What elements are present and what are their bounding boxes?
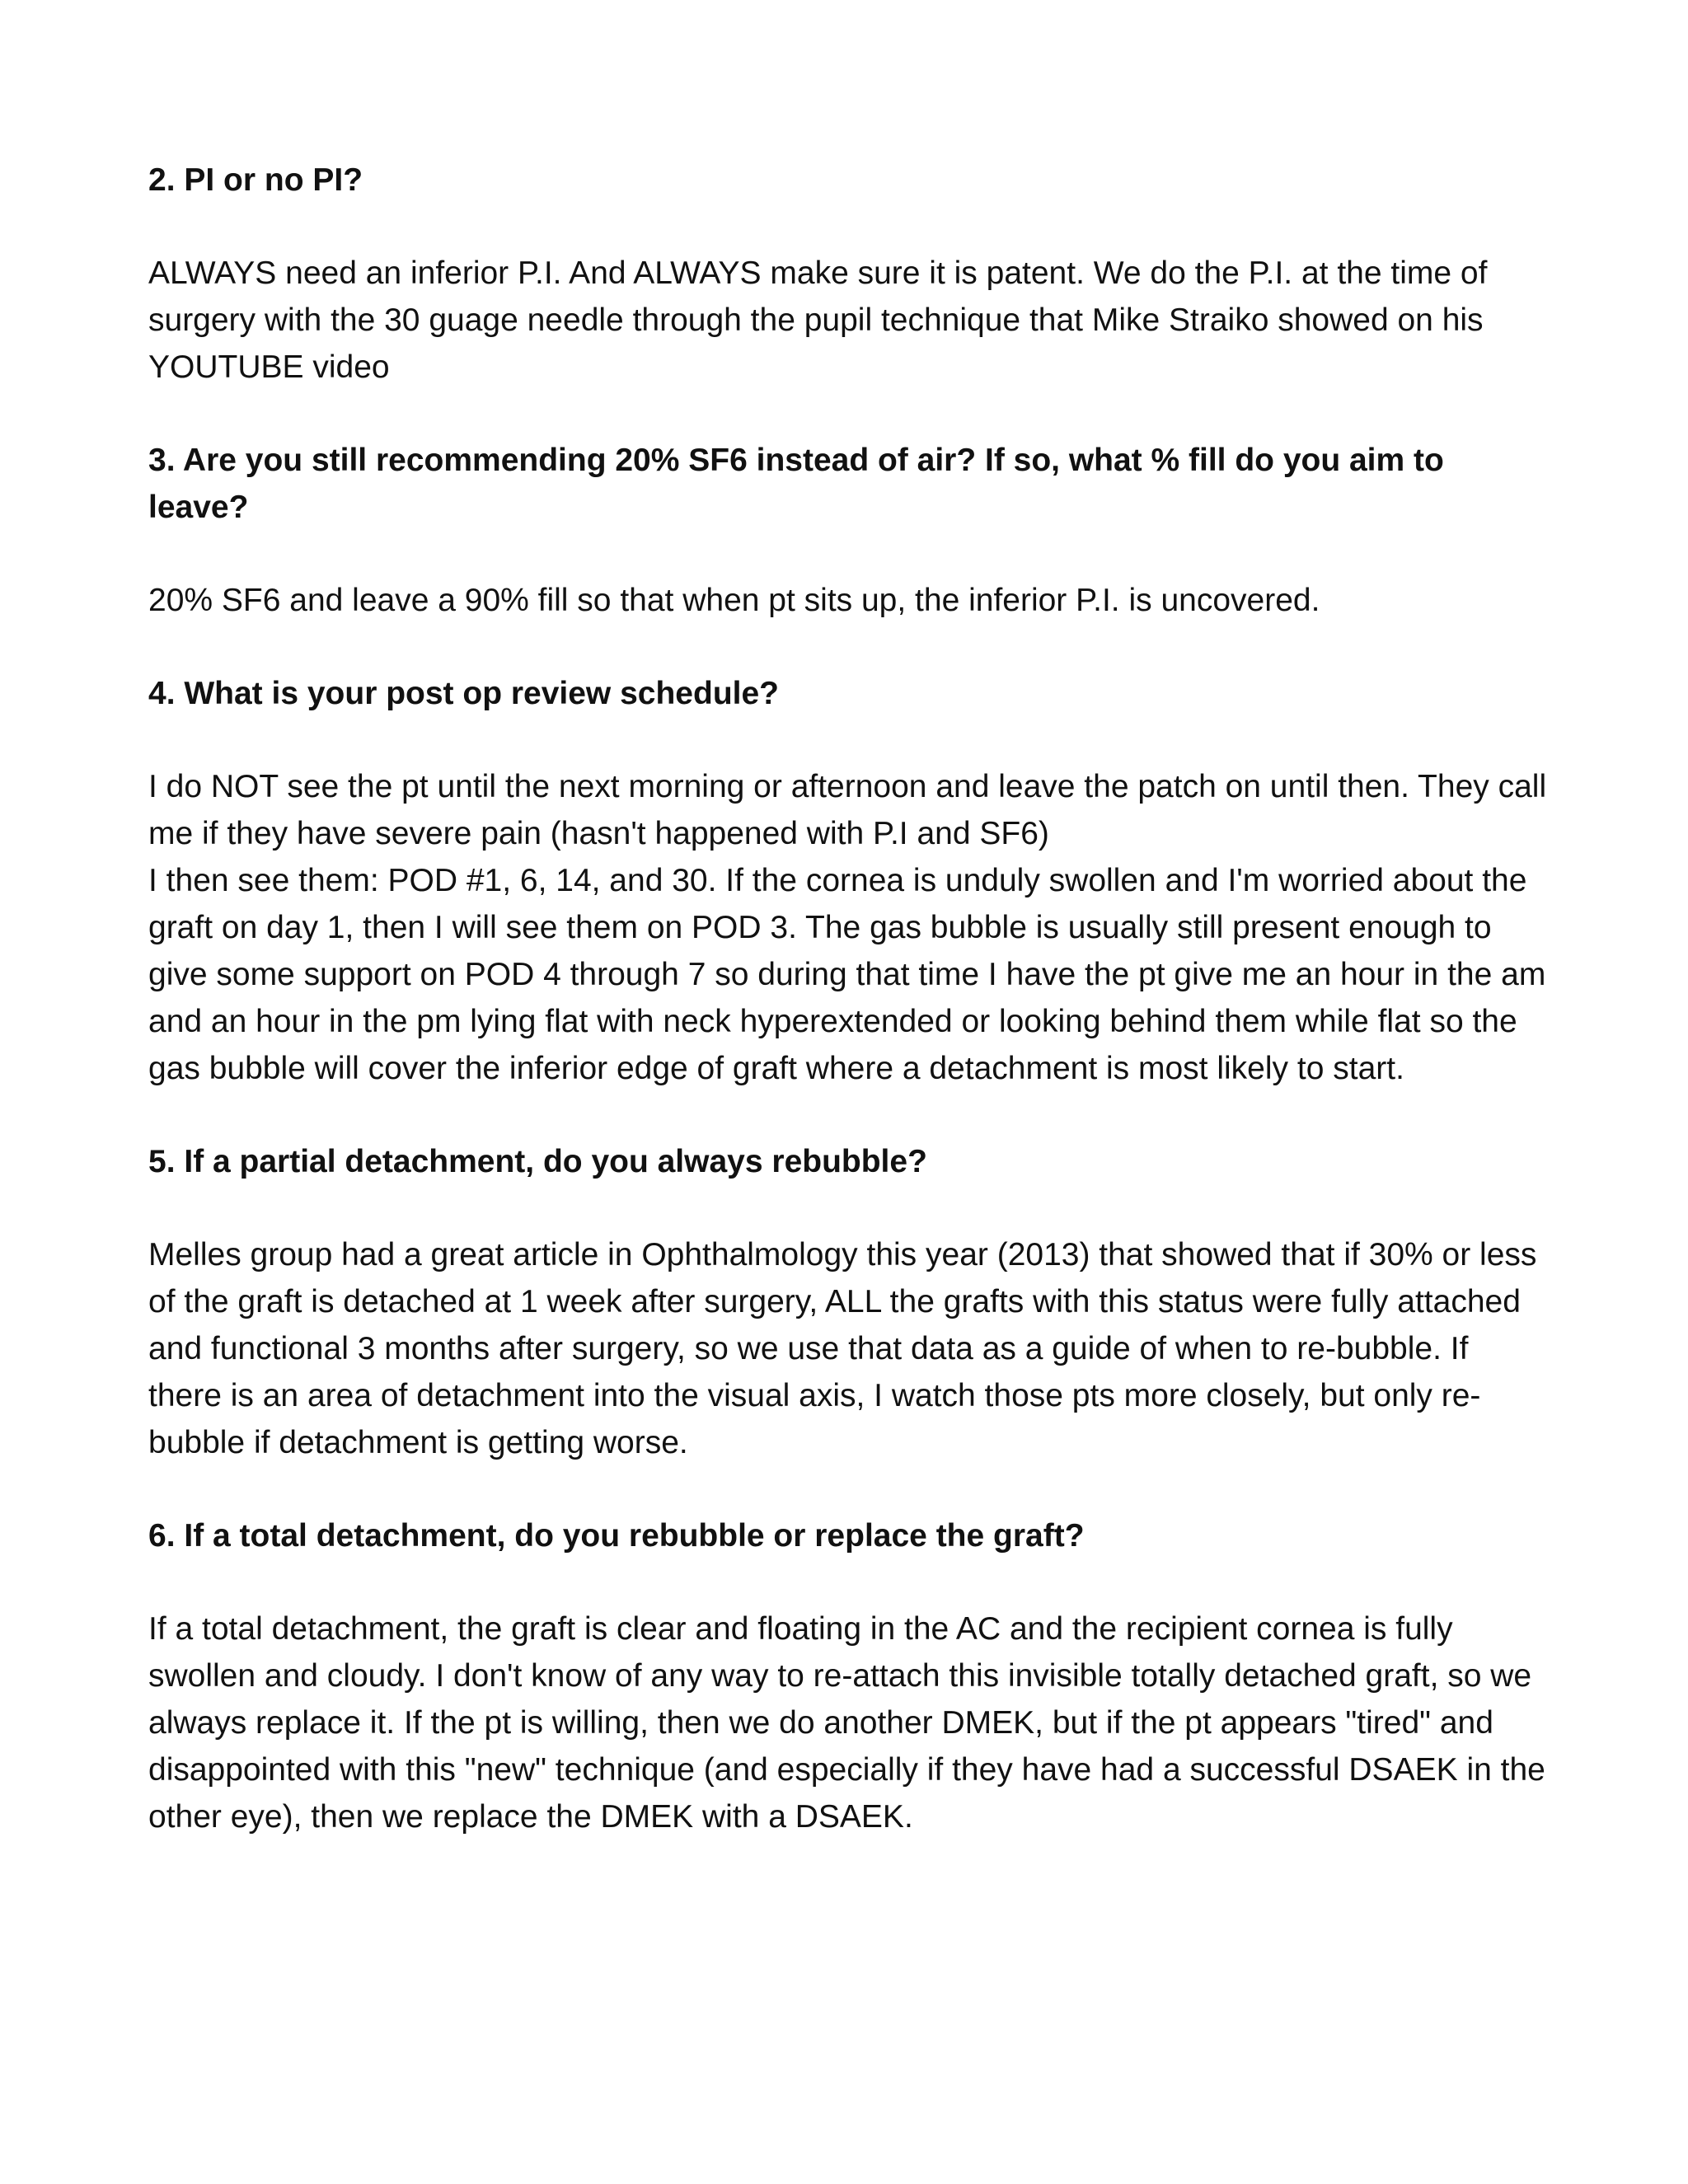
question-heading: 5. If a partial detachment, do you always rebubble? bbox=[148, 1144, 927, 1179]
question-heading: 6. If a total detachment, do you rebubble or replace the graft? bbox=[148, 1518, 1085, 1554]
answer-text bbox=[148, 577, 1550, 624]
qa-section-pi bbox=[148, 157, 1550, 391]
answer-paragraph: ALWAYS need an inferior P.I. And ALWAYS make sure it is patent. We do the P.I. at the time of surgery with the 30 guage needle through the pupil technique that Mike Straiko showed on his YOUTUBE video bbox=[148, 255, 1488, 385]
answer-paragraph: If a total detachment, the graft is clear and floating in the AC and the recipient cornea is fully swollen and cloudy. I don't know of any way to re-attach this invisible totally detached graft, so we always replace it. If the pt is willing, then we do another DMEK, but if the pt appears "tired" and disappointed with this "new" technique (and especially if they have had a successful DSAEK in the other eye), then we replace the DMEK with a DSAEK. bbox=[148, 1611, 1545, 1835]
answer-paragraph: I do NOT see the pt until the next morning or afternoon and leave the patch on until then. They call me if they have severe pain (hasn't happened with P.I and SF6) bbox=[148, 769, 1547, 851]
answer-paragraph: 20% SF6 and leave a 90% fill so that when pt sits up, the inferior P.I. is uncovered. bbox=[148, 583, 1320, 618]
answer-text bbox=[148, 763, 1550, 1092]
answer-text bbox=[148, 1231, 1550, 1466]
qa-section-total-detachment bbox=[148, 1512, 1550, 1840]
answer-paragraph: I then see them: POD #1, 6, 14, and 30. If the cornea is unduly swollen and I'm worried about the graft on day 1, then I will see them on POD 3. The gas bubble is usually still present enough to give some support on POD 4 through 7 so during that time I have the pt give me an hour in the am and an hour in the pm lying flat with neck hyperextended or looking behind them while flat so the gas bubble will cover the inferior edge of graft where a detachment is most likely to start. bbox=[148, 863, 1546, 1086]
qa-section-review-schedule bbox=[148, 670, 1550, 1092]
qa-section-partial-detachment bbox=[148, 1138, 1550, 1466]
answer-text bbox=[148, 1605, 1550, 1840]
document-content bbox=[148, 157, 1550, 1886]
question-heading: 3. Are you still recommending 20% SF6 instead of air? If so, what % fill do you aim to leave? bbox=[148, 443, 1444, 525]
qa-section-sf6 bbox=[148, 437, 1550, 624]
answer-text bbox=[148, 250, 1550, 391]
question-heading: 4. What is your post op review schedule? bbox=[148, 676, 779, 711]
answer-paragraph: Melles group had a great article in Ophthalmology this year (2013) that showed that if 30% or less of the graft is detached at 1 week after surgery, ALL the grafts with this status were fully attached and functional 3 months after surgery, so we use that data as a guide of when to re-bubble. If there is an area of detachment into the visual axis, I watch those pts more closely, but only re-bubble if detachment is getting worse. bbox=[148, 1237, 1537, 1460]
question-heading: 2. PI or no PI? bbox=[148, 162, 363, 198]
